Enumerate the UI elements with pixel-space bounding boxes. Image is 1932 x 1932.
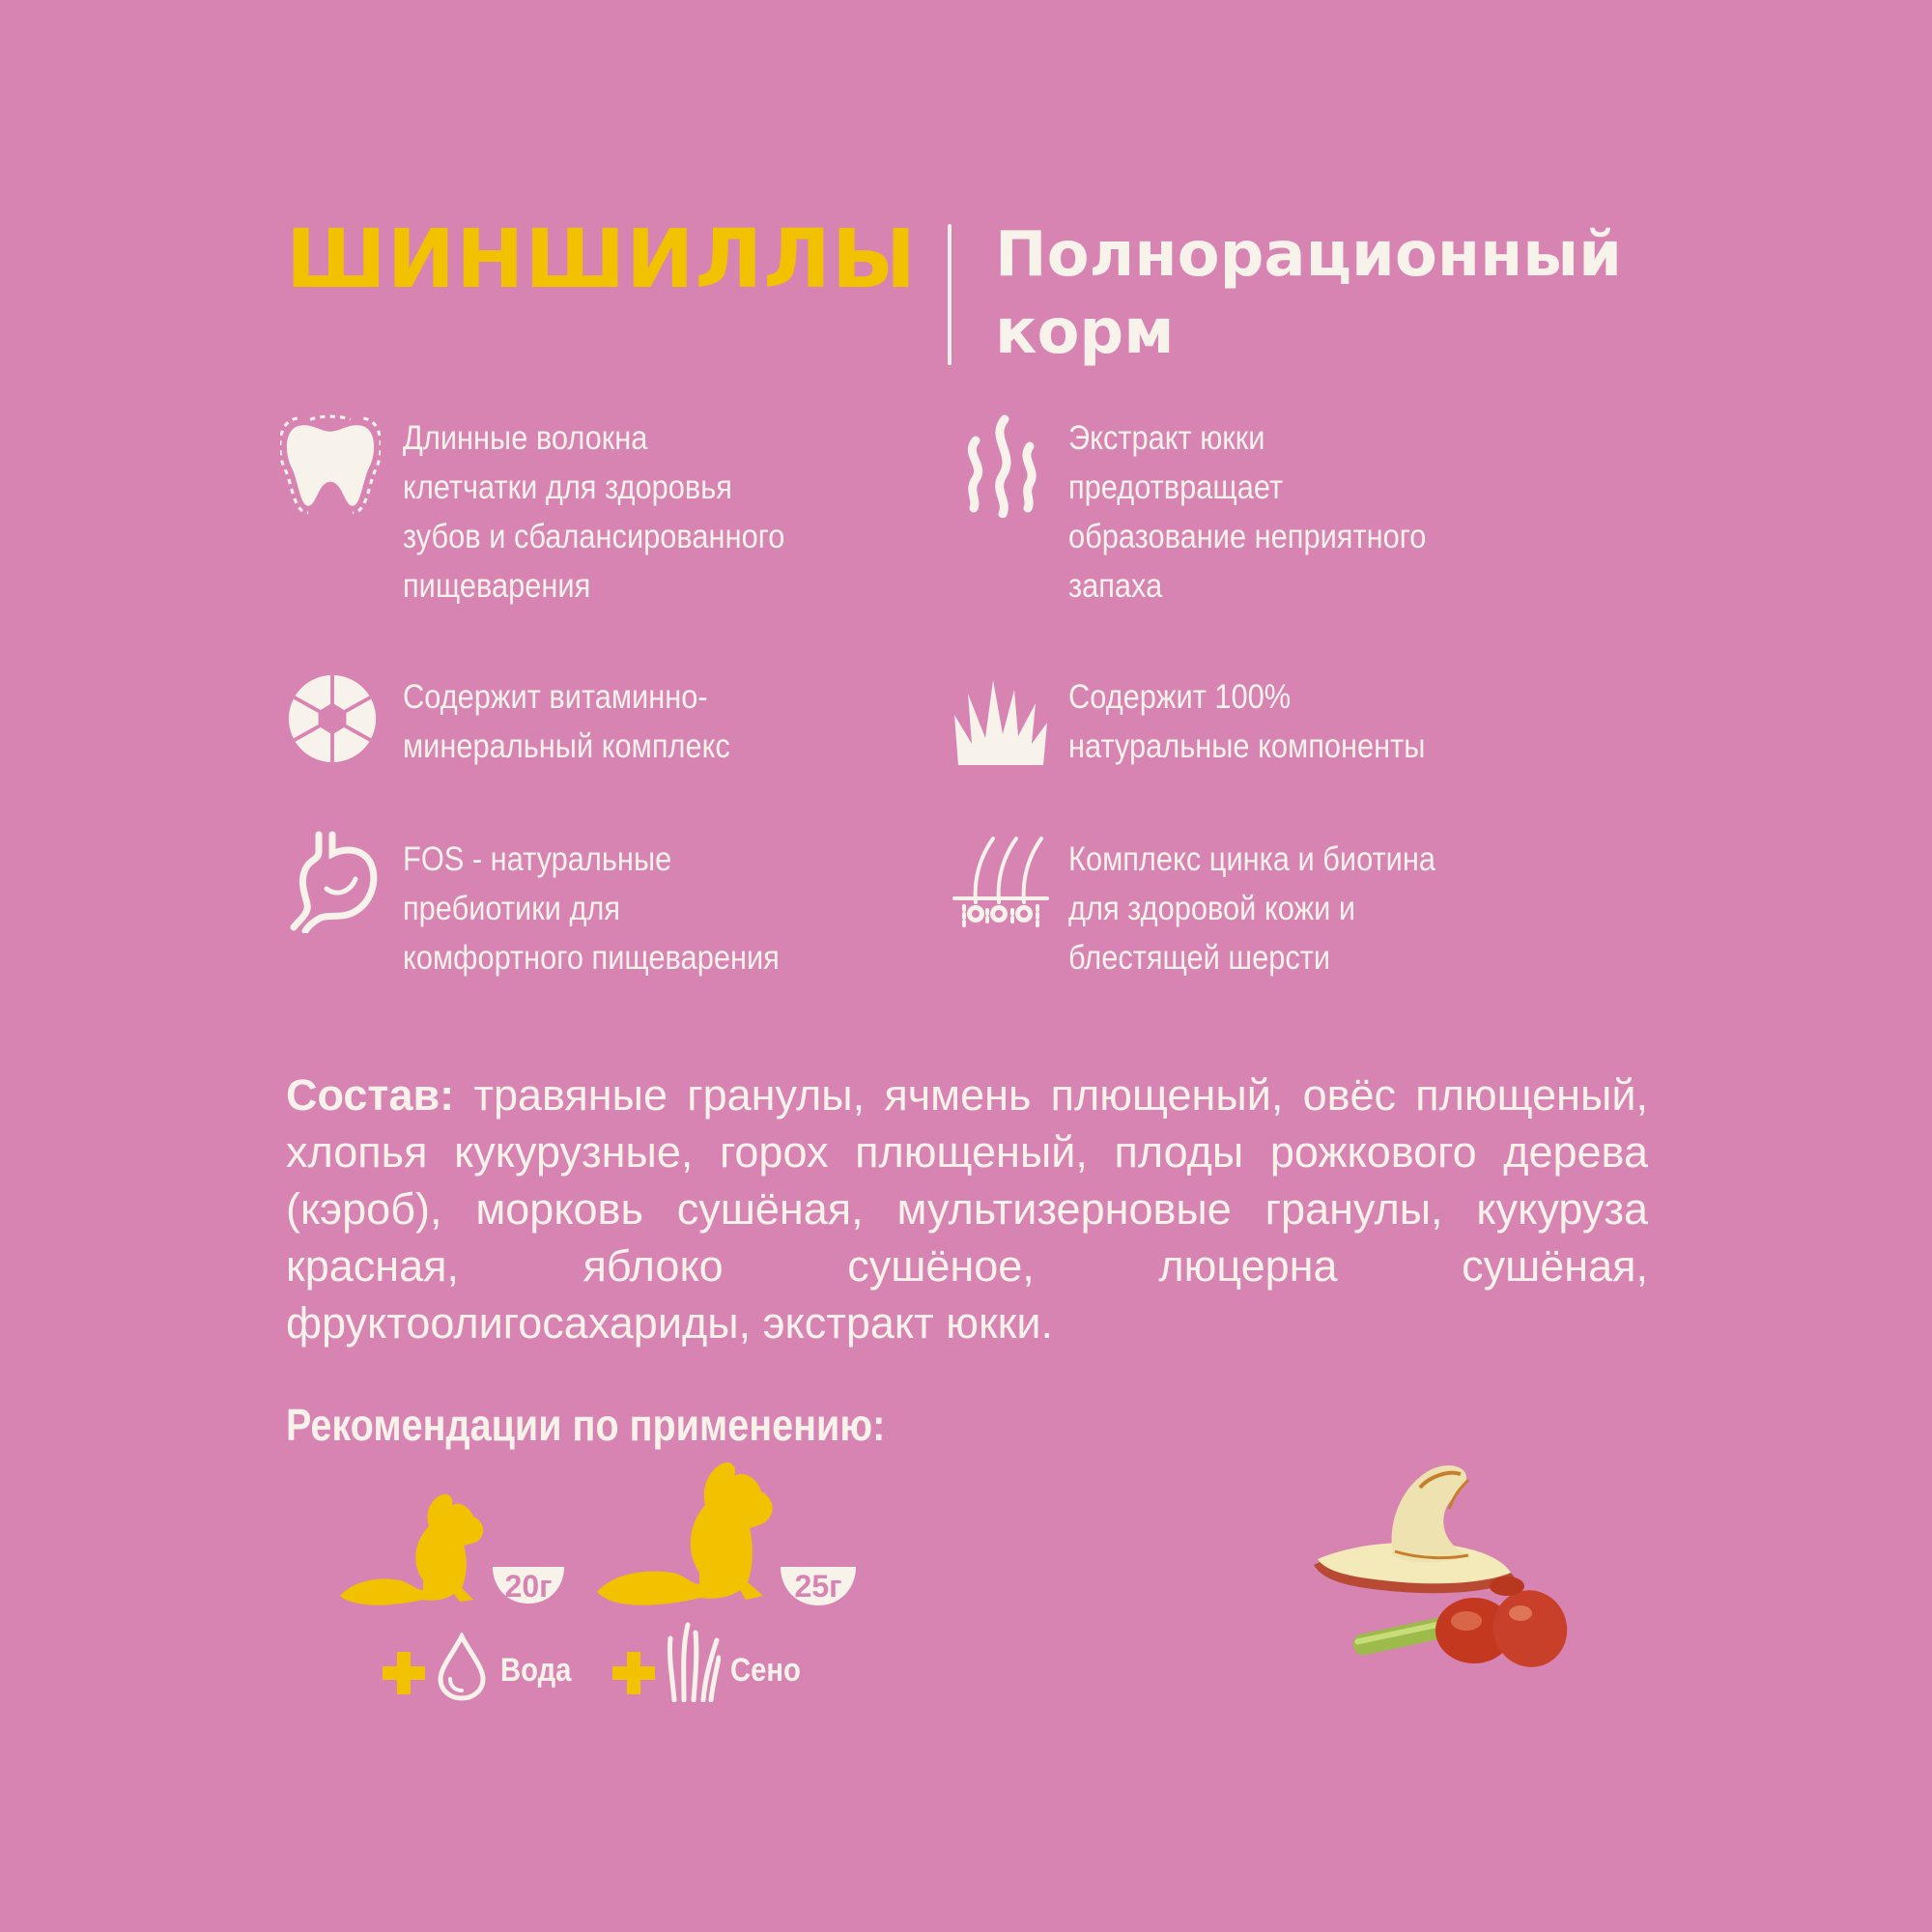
feature-line: комфортного пищеварения (403, 939, 780, 977)
feature-fos-text (403, 835, 780, 982)
feature-line: Длинные волокна (403, 419, 648, 457)
bowl-small (491, 1563, 566, 1607)
header-divider (948, 224, 952, 365)
subtitle-line-2: корм (995, 297, 1175, 368)
feature-line: зубов и сбалансированного (403, 518, 785, 555)
plus-icon (612, 1652, 655, 1694)
small-portion-label: 20г (504, 1569, 553, 1604)
product-subtitle (995, 216, 1768, 371)
feature-line: предотвращает (1068, 469, 1284, 506)
large-portion-label: 25г (794, 1569, 842, 1604)
feature-line: пищеварения (403, 567, 591, 605)
tooth-icon (280, 413, 381, 514)
plus-icon (383, 1652, 425, 1694)
feature-line: FOS - натуральные (403, 840, 672, 878)
water-label: Вода (500, 1652, 572, 1689)
feature-zinc-text (1068, 835, 1435, 982)
feature-fiber-text (403, 413, 784, 611)
feature-line: запаха (1068, 567, 1163, 605)
feature-line: клетчатки для здоровья (403, 469, 732, 506)
hay-label: Сено (730, 1652, 801, 1689)
brand-title: ШИНШИЛЛЫ (286, 212, 918, 306)
stomach-icon (286, 831, 379, 933)
food-ingredients-image (1304, 1459, 1584, 1681)
composition-paragraph (286, 1066, 1648, 1351)
bowl-large (779, 1563, 858, 1609)
feature-line: Содержит 100% (1068, 678, 1292, 716)
water-drop-icon (437, 1633, 487, 1702)
hair-follicle-icon (951, 831, 1051, 931)
feature-vitamins-text (403, 672, 730, 771)
odor-waves-icon (956, 412, 1043, 518)
feature-natural-text (1068, 672, 1425, 771)
feature-line: Экстракт юкки (1068, 419, 1265, 457)
subtitle-line-1: Полнорационный (995, 219, 1622, 291)
composition-text: травяные гранулы, ячмень плющеный, овёс плющеный, хлопья кукурузные, горох плющеный, плоды рожкового дерева (кэроб), морковь сушёная, мультизерновые гранулы, кукуруза красная, яблоко сушёное, люцерна сушёная, фруктоолигосахариды, экстракт юкки. (286, 1070, 1648, 1348)
chinchilla-small-icon (340, 1488, 495, 1609)
feature-line: минеральный комплекс (403, 727, 730, 765)
vitamin-shutter-icon (286, 672, 379, 765)
feature-line: образование неприятного (1068, 518, 1427, 555)
feature-line: блестящей шерсти (1068, 939, 1331, 977)
composition-label: Состав: (286, 1070, 455, 1120)
chinchilla-large-icon (597, 1457, 800, 1611)
feature-line: натуральные компоненты (1068, 727, 1426, 765)
feature-line: Комплекс цинка и биотина (1068, 840, 1436, 878)
feature-yucca-text (1068, 413, 1426, 611)
recommendations-title: Рекомендации по применению: (286, 1400, 886, 1450)
feature-line: Содержит витаминно- (403, 678, 708, 716)
feature-line: для здоровой кожи и (1068, 890, 1356, 927)
hay-icon (667, 1619, 721, 1702)
grass-icon (951, 676, 1051, 769)
feature-line: пребиотики для (403, 890, 621, 927)
